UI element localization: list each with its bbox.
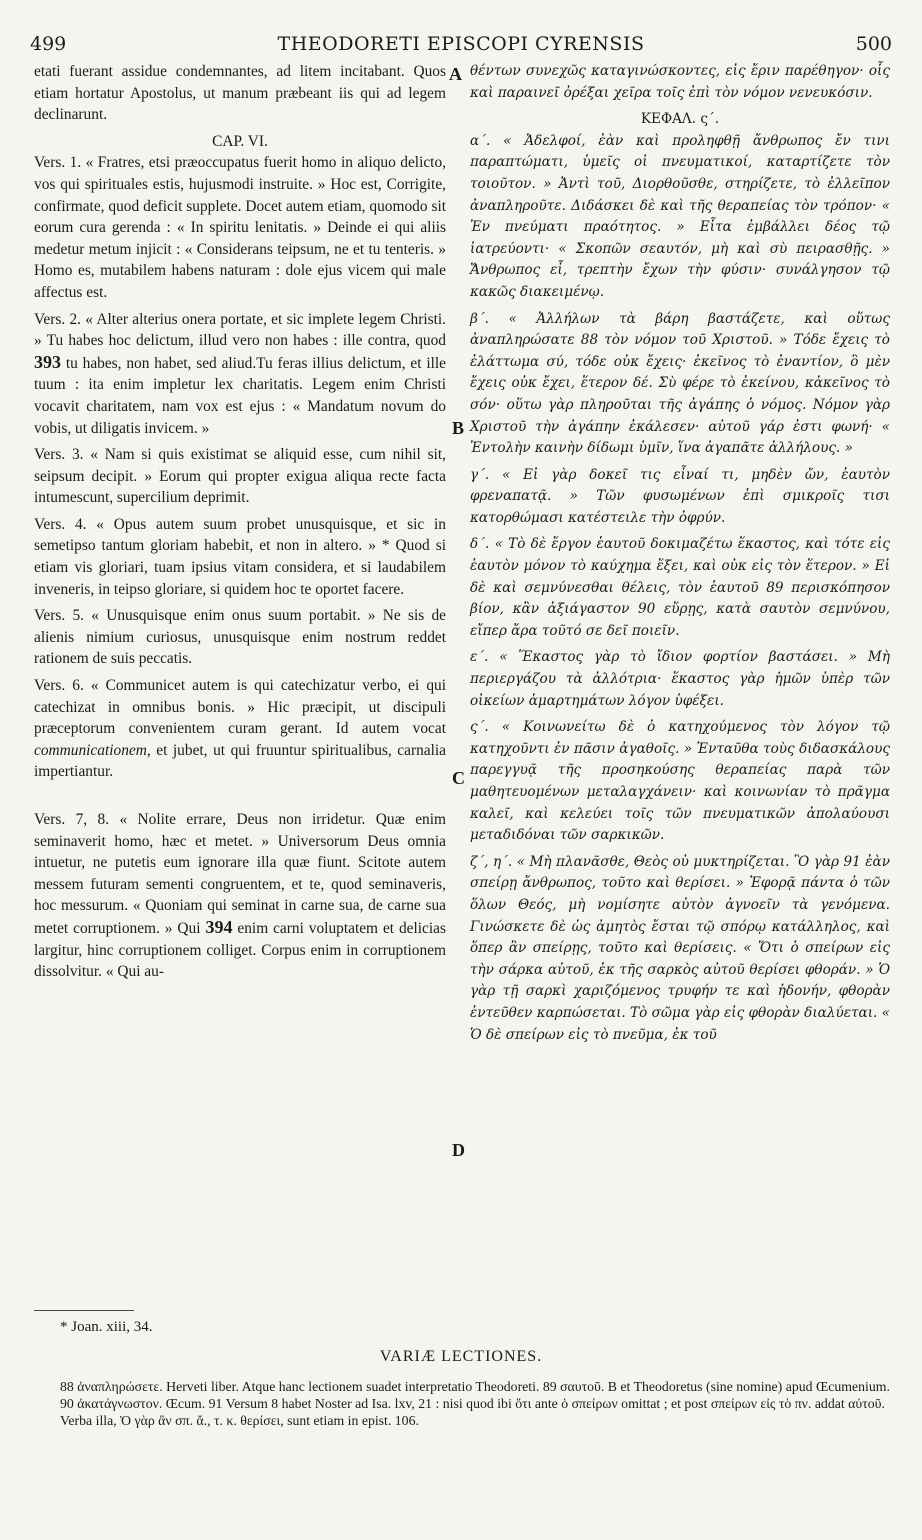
running-title: THEODORETI EPISCOPI CYRENSIS bbox=[277, 33, 645, 55]
latin-column bbox=[34, 61, 446, 988]
latin-verse-2-part-a: Vers. 2. « Alter alterius onera portate, et sic implete legem Christi. » Tu habes hoc delictum, illud vero non habes : ille contra, quod bbox=[34, 310, 446, 350]
greek-verse-1: α΄. « Ἀδελφοί, ἐὰν καὶ προληφθῇ ἄνθρωπος ἔν τινι παραπτώματι, ὑμεῖς οἱ πνευματικοί, καταρτίζετε τὸν τοιοῦτον. » Ἀντὶ τοῦ, Διορθοῦσθε, στηρίζετε, τὸ ἐλλεῖπον ἀναπληροῦτε. Διδάσκει δὲ καὶ τῆς θεραπείας τὸν τρόπον· « Ἐν πνεύματι πραότητος. » Εἶτα ἐμβάλλει δέος τῷ ἰατρεύοντι· « Σκοπῶν σεαυτόν, μὴ καὶ σὺ πειρασθῇς. » Ἄνθρωπος εἶ, τρεπτὴν ἔχων τὴν φύσιν· συνάλγησον τῷ κακῶς διακειμένῳ. bbox=[470, 132, 890, 300]
latin-chapter-heading: CAP. VI. bbox=[212, 132, 268, 150]
column-reference-393: 393 bbox=[34, 351, 61, 372]
greek-verse-2: β΄. « Ἀλλήλων τὰ βάρη βαστάζετε, καὶ οὕτως ἀναπληρώσατε 88 τὸν νόμον τοῦ Χριστοῦ. » Τόδε ἔχεις τὸ ἐλάττωμα σύ, τόδε οὐκ ἔχεις· ἐκεῖνος τὸ ἐναντίον, ὃ μὲν ἔχεις οὐκ ἔχει, ἕτερον δέ. Σὺ φέρε τὸ ἐκείνου, κἀκεῖνος τὸ σόν· οὕτω γὰρ πληροῦται τῆς ἀγάπης ὁ νόμος. Νόμον γὰρ Χριστοῦ τὴν ἀγάπην ἐκάλεσεν· αὐτοῦ γάρ ἐστι φωνή· « Ἐντολὴν καινὴν δίδωμι ὑμῖν, ἵνα ἀγαπᾶτε ἀλλήλους. » bbox=[470, 310, 890, 457]
latin-verse-5: Vers. 5. « Unusquisque enim onus suum portabit. » Ne sis de alienis nimium curiosus, unusquisque enim nostrum reddet rationem de suis peccatis. bbox=[34, 607, 446, 668]
latin-verse-1: Vers. 1. « Fratres, etsi præoccupatus fuerit homo in aliquo delicto, vos qui spirituales estis, hujusmodi instruite. » Hoc est, Corrigite, confirmate, quod deficit supplete. Docet autem etiam, quomodo sit eorum cura gerenda : « In spiritu lenitatis. » Deinde ei qui aliis medetur metum injicit : « Considerans teipsum, ne et tu tenteris. » Homo es, mutabilem habens naturam : dole ejus vicem qui male affectus est. bbox=[34, 154, 446, 301]
latin-verse-4: Vers. 4. « Opus autem suum probet unusquisque, et sic in semetipso tantum gloriam habebit, et non in altero. » * Quod si etiam vis gloriari, tuam ipsius vitam considera, et si laudabilem inveneris, in teipso gloriare, si quidem hoc te oportet facere. bbox=[34, 515, 446, 598]
latin-verse-6-part-a: Vers. 6. « Communicet autem is qui catechizatur verbo, ei qui catechizat in omnibus bonis. » Hic præcipit, ut discipuli præceptorum convenientem curam gerant. Id autem vocat bbox=[34, 677, 446, 738]
latin-verse-6 bbox=[34, 675, 446, 783]
latin-verse-2 bbox=[34, 309, 446, 440]
left-page-number: 499 bbox=[30, 33, 67, 55]
latin-verse-6-part-b: , et jubet, ut qui fruuntur spiritualibus, carnalia impertiantur. bbox=[34, 741, 446, 781]
greek-verse-6: ς΄. « Κοινωνείτω δὲ ὁ κατηχούμενος τὸν λόγον τῷ κατηχοῦντι ἐν πᾶσιν ἀγαθοῖς. » Ἐνταῦθα τοὺς διδασκάλους παρεγγυᾷ τῆς προσηκούσης θεραπείας παρὰ τῶν μαθητευομένων μεταλαγχάνειν· καὶ κοινωνίαν τὸ πρᾶγμα καλεῖ, καὶ κελεύει τοῖς τῶν πνευματικῶν ἀπολαύουσι μεταδιδόναι τῶν σαρκικῶν. bbox=[470, 719, 890, 844]
column-reference-394: 394 bbox=[205, 916, 233, 937]
latin-verse-7-8-part-b: enim carni voluptatem et delicias largitur, hinc corruptionem colliget. Corpus enim in corruptionem dissolvitur. « Qui au- bbox=[34, 919, 446, 981]
footnote-rule bbox=[34, 1310, 134, 1311]
latin-intro: etati fuerant assidue condemnantes, ad litem incitabant. Quos etiam hortatur Apostolus, ut manum præbeant iis qui ad legem declinarunt. bbox=[34, 63, 446, 124]
right-page-number: 500 bbox=[855, 33, 892, 55]
column-marker-d: D bbox=[452, 1140, 465, 1160]
variae-lectiones bbox=[60, 1378, 900, 1429]
variae-lectiones-heading: VARIÆ LECTIONES. bbox=[379, 1348, 543, 1365]
greek-verse-5: ε΄. « Ἕκαστος γὰρ τὸ ἴδιον φορτίον βαστάσει. » Μὴ περιεργάζου τὰ ἀλλότρια· ἕκαστος γὰρ ἡμῶν ὑπὲρ τῶν οἰκείων ἁμαρτημάτων λόγον ὑφέξει. bbox=[470, 649, 890, 709]
latin-verse-7-8-part-a: Vers. 7, 8. « Nolite errare, Deus non irridetur. Quæ enim seminaverit homo, hæc et metet. » Universorum Deus omnia intuetur, ne putetis eum ignorare illa quæ fiunt. Scitote autem messem futuram sementi congruentem, et te, quod seminaveris, hoc messurum. « Quoniam qui seminat in carne sua, de carne sua metet corruptionem. » Qui bbox=[34, 811, 446, 937]
greek-column bbox=[470, 61, 890, 1051]
latin-verse-3: Vers. 3. « Nam si quis existimat se aliquid esse, cum nihil sit, seipsum decipit. » Eorum qui propter exigua aliqua recte facta intumescunt, supercilium deprimit. bbox=[34, 446, 446, 507]
footnote: * Joan. xiii, 34. bbox=[60, 1319, 153, 1335]
greek-chapter-heading: ΚΕΦΑΛ. ς΄. bbox=[640, 111, 720, 128]
latin-verse-2-part-b: tu habes, non habet, sed aliud.Tu feras illius delictum, et ille tuum : ita enim impletur lex charitatis. Legem enim Christi vocavit charitatem, nam vox est ejus : « Mandatum novum do vobis, ut diligatis invicem. » bbox=[34, 354, 446, 437]
greek-intro: θέντων συνεχῶς καταγινώσκοντες, εἰς ἔριν παρέθηγον· οἷς καὶ παραινεῖ ὀρέξαι χεῖρα τοῖς ἐπὶ τὸν νόμον νενευκόσιν. bbox=[470, 63, 890, 101]
greek-verse-7-8: ζ΄, η΄. « Μὴ πλανᾶσθε, Θεὸς οὐ μυκτηρίζεται. Ὃ γὰρ 91 ἐὰν σπείρῃ ἄνθρωπος, τοῦτο καὶ θερίσει. » Ἐφορᾷ πάντα ὁ τῶν ὅλων Θεός, μὴ νομίσητε αὐτὸν ἀγνοεῖν τὰ γενόμενα. Γινώσκετε δὲ ὡς ἀμητὸς ἔσται τῷ σπόρῳ κατάλληλος, καὶ ὅπερ ἂν σπείρῃς, τοῦτο καὶ θερίσεις. « Ὅτι ὁ σπείρων εἰς τὴν σάρκα αὐτοῦ, ἐκ τῆς σαρκὸς αὐτοῦ θερίσει φθοράν. » Ὁ γὰρ τῇ σαρκὶ χαριζόμενος τρυφήν τε καὶ ἡδονήν, φθορὰν ἐντεῦθεν καρπώσεται. Τὸ σῶμα γὰρ εἰς φθορὰν διαλύεται. « Ὁ δὲ σπείρων εἰς τὸ πνεῦμα, ἐκ τοῦ bbox=[470, 853, 890, 1043]
page-header bbox=[30, 33, 892, 59]
latin-verse-6-emphasis: communicationem bbox=[34, 741, 147, 759]
greek-verse-3: γ΄. « Εἰ γὰρ δοκεῖ τις εἶναί τι, μηδὲν ὤν, ἑαυτὸν φρεναπατᾷ. » Τῶν φυσωμένων ἐπὶ σμικροῖς τισι κατορθώμασι κατέστειλε τὴν ὀφρύν. bbox=[470, 466, 890, 526]
column-marker-c: C bbox=[452, 768, 465, 788]
column-marker-a: A bbox=[449, 64, 462, 84]
variae-lectiones-text: 88 ἀναπληρώσετε. Herveti liber. Atque hanc lectionem suadet interpretatio Theodoreti. 89 σαυτοῦ. B et Theodoretus (sine nomine) apud Œcumenium. 90 ἀκατάγνωστον. Œcum. 91 Versum 8 habet Noster ad Isa. lxv, 21 : nisi quod ibi ὅτι ante ὁ σπείρων omittat ; et post σπείρων εἰς τὸ πν. addat αὐτοῦ. Verba illa, Ὁ γὰρ ἂν σπ. ἄ., τ. κ. θερίσει, sunt etiam in epist. 106. bbox=[60, 1379, 890, 1428]
greek-verse-4: δ΄. « Τὸ δὲ ἔργον ἑαυτοῦ δοκιμαζέτω ἕκαστος, καὶ τότε εἰς ἑαυτὸν μόνον τὸ καύχημα ἕξει, καὶ οὐκ εἰς τὸν ἕτερον. » Εἰ δὲ καὶ σεμνύνεσθαι θέλεις, τὸν ἑαυτοῦ 89 περισκόπησον βίον, κἂν ἀξιάγαστον 90 εὕρῃς, κατὰ σαυτὸν σεμνύνου, εἴπερ ἄρα τοῦτό σε δεῖ ποιεῖν. bbox=[470, 536, 890, 639]
latin-verse-7-8 bbox=[34, 809, 446, 983]
column-marker-b: B bbox=[452, 418, 465, 438]
